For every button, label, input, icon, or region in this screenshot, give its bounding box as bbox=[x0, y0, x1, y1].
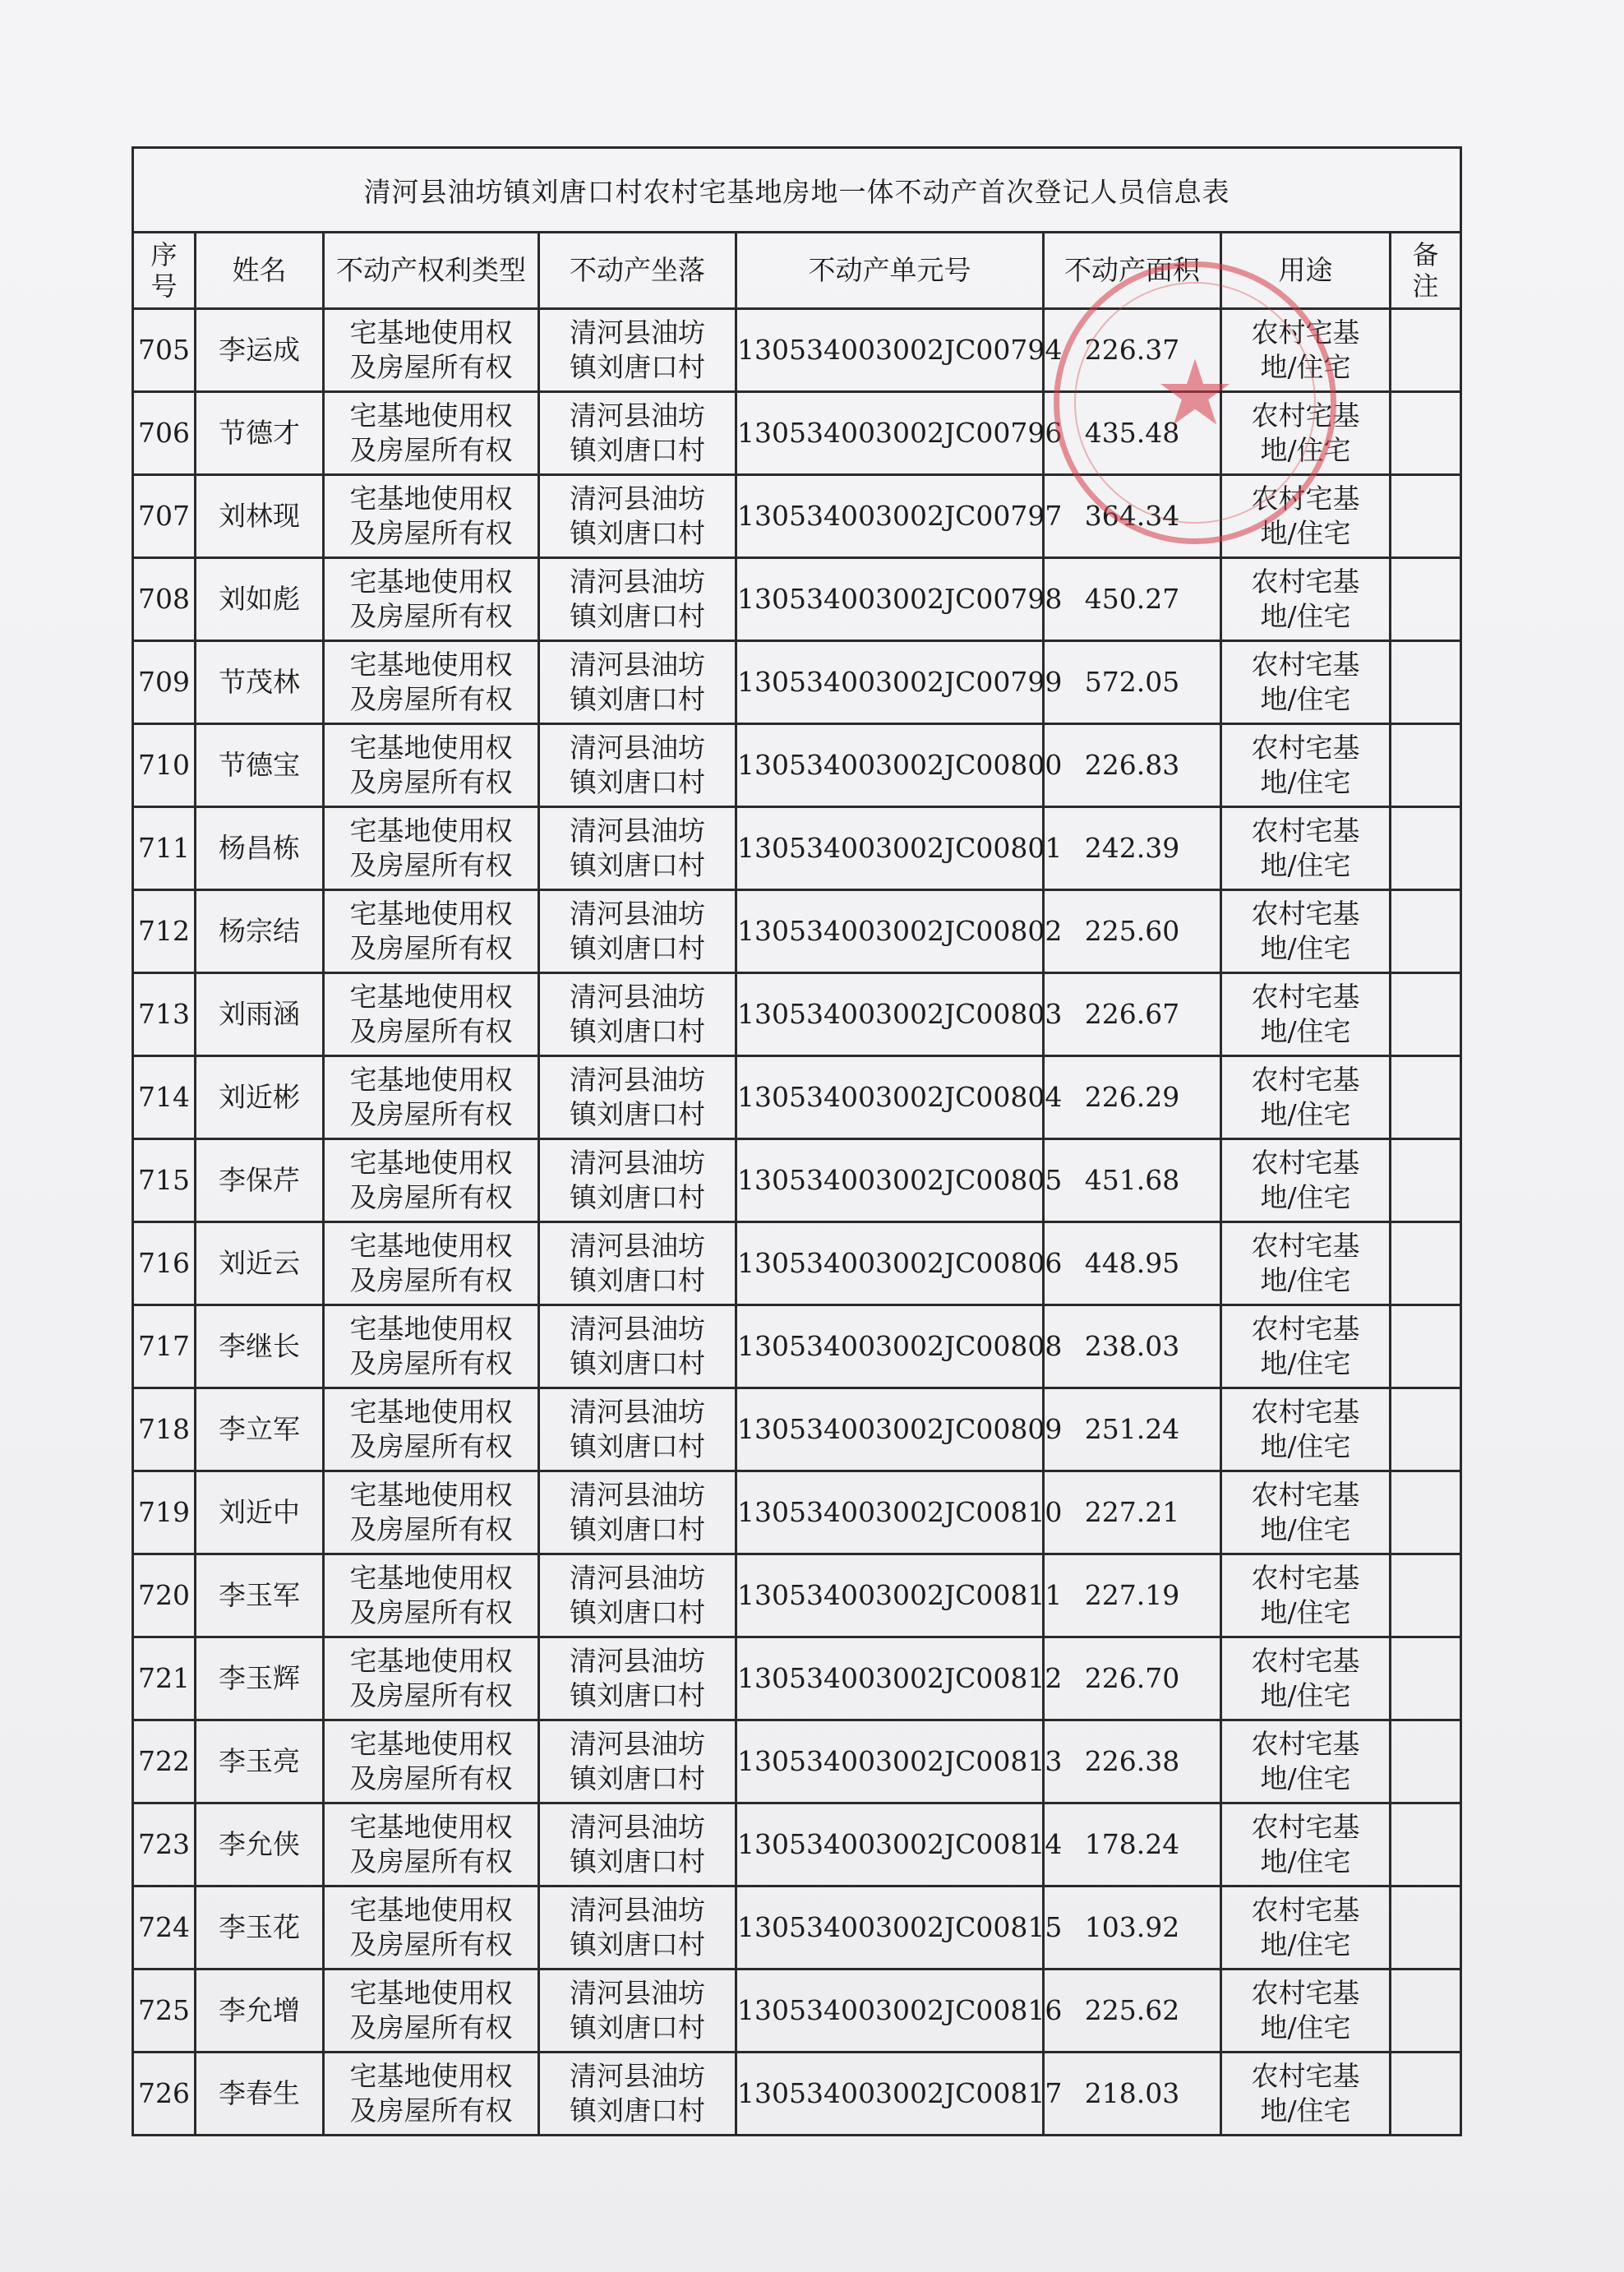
location-cell: 清河县油坊镇刘唐口村 bbox=[539, 1886, 736, 1970]
location-cell: 清河县油坊镇刘唐口村 bbox=[539, 1471, 736, 1554]
remarks-cell bbox=[1391, 1970, 1461, 2053]
location-cell: 清河县油坊镇刘唐口村 bbox=[539, 475, 736, 558]
right-type-cell: 宅基地使用权及房屋所有权 bbox=[324, 1720, 539, 1803]
area-cell: 242.39 bbox=[1044, 807, 1221, 890]
area-cell: 225.60 bbox=[1044, 890, 1221, 973]
table-row bbox=[133, 1554, 1461, 1637]
area-cell: 251.24 bbox=[1044, 1388, 1221, 1471]
remarks-cell bbox=[1391, 1554, 1461, 1637]
name-cell: 李玉花 bbox=[196, 1886, 324, 1970]
remarks-cell bbox=[1391, 724, 1461, 807]
remarks-cell bbox=[1391, 973, 1461, 1056]
table-row bbox=[133, 392, 1461, 475]
right-type-cell: 宅基地使用权及房屋所有权 bbox=[324, 973, 539, 1056]
area-cell: 435.48 bbox=[1044, 392, 1221, 475]
col-seq-header: 序号 bbox=[133, 233, 196, 309]
right-type-cell: 宅基地使用权及房屋所有权 bbox=[324, 1471, 539, 1554]
remarks-cell bbox=[1391, 1305, 1461, 1388]
remarks-cell bbox=[1391, 392, 1461, 475]
table-row bbox=[133, 1388, 1461, 1471]
name-cell: 李玉辉 bbox=[196, 1637, 324, 1720]
remarks-cell bbox=[1391, 890, 1461, 973]
remarks-cell bbox=[1391, 1139, 1461, 1222]
area-cell: 226.29 bbox=[1044, 1056, 1221, 1139]
remarks-cell bbox=[1391, 1471, 1461, 1554]
right-type-cell: 宅基地使用权及房屋所有权 bbox=[324, 724, 539, 807]
remarks-cell bbox=[1391, 2053, 1461, 2136]
area-cell: 218.03 bbox=[1044, 2053, 1221, 2136]
location-cell: 清河县油坊镇刘唐口村 bbox=[539, 1637, 736, 1720]
location-cell: 清河县油坊镇刘唐口村 bbox=[539, 807, 736, 890]
seq-cell: 719 bbox=[133, 1471, 196, 1554]
area-cell: 227.21 bbox=[1044, 1471, 1221, 1554]
area-cell: 226.37 bbox=[1044, 309, 1221, 392]
use-cell: 农村宅基地/住宅 bbox=[1221, 475, 1391, 558]
location-cell: 清河县油坊镇刘唐口村 bbox=[539, 1139, 736, 1222]
area-cell: 364.34 bbox=[1044, 475, 1221, 558]
right-type-cell: 宅基地使用权及房屋所有权 bbox=[324, 1305, 539, 1388]
area-cell: 226.83 bbox=[1044, 724, 1221, 807]
use-cell: 农村宅基地/住宅 bbox=[1221, 1720, 1391, 1803]
unit-number-cell: 130534003002JC00809 bbox=[736, 1388, 1044, 1471]
star-icon: ★ bbox=[1154, 340, 1236, 446]
use-cell: 农村宅基地/住宅 bbox=[1221, 1886, 1391, 1970]
right-type-cell: 宅基地使用权及房屋所有权 bbox=[324, 558, 539, 641]
right-type-cell: 宅基地使用权及房屋所有权 bbox=[324, 1139, 539, 1222]
table-row bbox=[133, 807, 1461, 890]
location-cell: 清河县油坊镇刘唐口村 bbox=[539, 392, 736, 475]
right-type-cell: 宅基地使用权及房屋所有权 bbox=[324, 1970, 539, 2053]
seq-cell: 725 bbox=[133, 1970, 196, 2053]
use-cell: 农村宅基地/住宅 bbox=[1221, 1056, 1391, 1139]
name-cell: 节茂林 bbox=[196, 641, 324, 724]
seq-cell: 708 bbox=[133, 558, 196, 641]
use-cell: 农村宅基地/住宅 bbox=[1221, 807, 1391, 890]
area-cell: 226.67 bbox=[1044, 973, 1221, 1056]
unit-number-cell: 130534003002JC00811 bbox=[736, 1554, 1044, 1637]
use-cell: 农村宅基地/住宅 bbox=[1221, 724, 1391, 807]
seq-cell: 721 bbox=[133, 1637, 196, 1720]
area-cell: 178.24 bbox=[1044, 1803, 1221, 1886]
right-type-cell: 宅基地使用权及房屋所有权 bbox=[324, 890, 539, 973]
location-cell: 清河县油坊镇刘唐口村 bbox=[539, 973, 736, 1056]
name-cell: 李保芹 bbox=[196, 1139, 324, 1222]
right-type-cell: 宅基地使用权及房屋所有权 bbox=[324, 309, 539, 392]
registration-table bbox=[131, 146, 1462, 2136]
name-cell: 李继长 bbox=[196, 1305, 324, 1388]
unit-number-cell: 130534003002JC00806 bbox=[736, 1222, 1044, 1305]
unit-number-cell: 130534003002JC00816 bbox=[736, 1970, 1044, 2053]
seq-cell: 723 bbox=[133, 1803, 196, 1886]
location-cell: 清河县油坊镇刘唐口村 bbox=[539, 1222, 736, 1305]
remarks-cell bbox=[1391, 309, 1461, 392]
unit-number-cell: 130534003002JC00812 bbox=[736, 1637, 1044, 1720]
name-cell: 刘雨涵 bbox=[196, 973, 324, 1056]
right-type-cell: 宅基地使用权及房屋所有权 bbox=[324, 392, 539, 475]
name-cell: 杨昌栋 bbox=[196, 807, 324, 890]
use-cell: 农村宅基地/住宅 bbox=[1221, 2053, 1391, 2136]
table-row bbox=[133, 475, 1461, 558]
remarks-cell bbox=[1391, 1720, 1461, 1803]
seq-cell: 722 bbox=[133, 1720, 196, 1803]
use-cell: 农村宅基地/住宅 bbox=[1221, 1970, 1391, 2053]
location-cell: 清河县油坊镇刘唐口村 bbox=[539, 1970, 736, 2053]
table-row bbox=[133, 973, 1461, 1056]
right-type-cell: 宅基地使用权及房屋所有权 bbox=[324, 1056, 539, 1139]
use-cell: 农村宅基地/住宅 bbox=[1221, 1471, 1391, 1554]
use-cell: 农村宅基地/住宅 bbox=[1221, 558, 1391, 641]
use-cell: 农村宅基地/住宅 bbox=[1221, 1139, 1391, 1222]
seq-cell: 710 bbox=[133, 724, 196, 807]
area-cell: 451.68 bbox=[1044, 1139, 1221, 1222]
col-name-header: 姓名 bbox=[196, 233, 324, 309]
table-row bbox=[133, 641, 1461, 724]
location-cell: 清河县油坊镇刘唐口村 bbox=[539, 1803, 736, 1886]
unit-number-cell: 130534003002JC00798 bbox=[736, 558, 1044, 641]
table-row bbox=[133, 890, 1461, 973]
col-unit-number-header: 不动产单元号 bbox=[736, 233, 1044, 309]
area-cell: 227.19 bbox=[1044, 1554, 1221, 1637]
seq-cell: 724 bbox=[133, 1886, 196, 1970]
name-cell: 杨宗结 bbox=[196, 890, 324, 973]
table-title: 清河县油坊镇刘唐口村农村宅基地房地一体不动产首次登记人员信息表 bbox=[133, 148, 1461, 233]
remarks-cell bbox=[1391, 1886, 1461, 1970]
unit-number-cell: 130534003002JC00801 bbox=[736, 807, 1044, 890]
unit-number-cell: 130534003002JC00804 bbox=[736, 1056, 1044, 1139]
use-cell: 农村宅基地/住宅 bbox=[1221, 1803, 1391, 1886]
area-cell: 238.03 bbox=[1044, 1305, 1221, 1388]
name-cell: 刘近彬 bbox=[196, 1056, 324, 1139]
seq-cell: 720 bbox=[133, 1554, 196, 1637]
area-cell: 450.27 bbox=[1044, 558, 1221, 641]
table-row bbox=[133, 1056, 1461, 1139]
table-row bbox=[133, 1720, 1461, 1803]
table-row bbox=[133, 1222, 1461, 1305]
use-cell: 农村宅基地/住宅 bbox=[1221, 973, 1391, 1056]
location-cell: 清河县油坊镇刘唐口村 bbox=[539, 558, 736, 641]
name-cell: 刘近云 bbox=[196, 1222, 324, 1305]
seq-cell: 709 bbox=[133, 641, 196, 724]
name-cell: 节德才 bbox=[196, 392, 324, 475]
table-row bbox=[133, 1471, 1461, 1554]
seq-cell: 706 bbox=[133, 392, 196, 475]
remarks-cell bbox=[1391, 807, 1461, 890]
location-cell: 清河县油坊镇刘唐口村 bbox=[539, 1720, 736, 1803]
right-type-cell: 宅基地使用权及房屋所有权 bbox=[324, 1388, 539, 1471]
use-cell: 农村宅基地/住宅 bbox=[1221, 1637, 1391, 1720]
unit-number-cell: 130534003002JC00808 bbox=[736, 1305, 1044, 1388]
unit-number-cell: 130534003002JC00814 bbox=[736, 1803, 1044, 1886]
table-row bbox=[133, 1886, 1461, 1970]
name-cell: 刘近中 bbox=[196, 1471, 324, 1554]
right-type-cell: 宅基地使用权及房屋所有权 bbox=[324, 807, 539, 890]
table-row bbox=[133, 2053, 1461, 2136]
use-cell: 农村宅基地/住宅 bbox=[1221, 392, 1391, 475]
area-cell: 225.62 bbox=[1044, 1970, 1221, 2053]
right-type-cell: 宅基地使用权及房屋所有权 bbox=[324, 475, 539, 558]
seq-cell: 715 bbox=[133, 1139, 196, 1222]
seq-cell: 712 bbox=[133, 890, 196, 973]
use-cell: 农村宅基地/住宅 bbox=[1221, 309, 1391, 392]
unit-number-cell: 130534003002JC00810 bbox=[736, 1471, 1044, 1554]
right-type-cell: 宅基地使用权及房屋所有权 bbox=[324, 1803, 539, 1886]
col-use-header: 用途 bbox=[1221, 233, 1391, 309]
table-row bbox=[133, 724, 1461, 807]
col-right-type-header: 不动产权利类型 bbox=[324, 233, 539, 309]
unit-number-cell: 130534003002JC00805 bbox=[736, 1139, 1044, 1222]
unit-number-cell: 130534003002JC00813 bbox=[736, 1720, 1044, 1803]
unit-number-cell: 130534003002JC00794 bbox=[736, 309, 1044, 392]
unit-number-cell: 130534003002JC00817 bbox=[736, 2053, 1044, 2136]
table-row bbox=[133, 309, 1461, 392]
location-cell: 清河县油坊镇刘唐口村 bbox=[539, 641, 736, 724]
right-type-cell: 宅基地使用权及房屋所有权 bbox=[324, 1637, 539, 1720]
seq-cell: 707 bbox=[133, 475, 196, 558]
table-row bbox=[133, 1970, 1461, 2053]
name-cell: 李春生 bbox=[196, 2053, 324, 2136]
right-type-cell: 宅基地使用权及房屋所有权 bbox=[324, 1886, 539, 1970]
location-cell: 清河县油坊镇刘唐口村 bbox=[539, 2053, 736, 2136]
right-type-cell: 宅基地使用权及房屋所有权 bbox=[324, 641, 539, 724]
unit-number-cell: 130534003002JC00800 bbox=[736, 724, 1044, 807]
table-row bbox=[133, 558, 1461, 641]
location-cell: 清河县油坊镇刘唐口村 bbox=[539, 724, 736, 807]
unit-number-cell: 130534003002JC00803 bbox=[736, 973, 1044, 1056]
name-cell: 李允侠 bbox=[196, 1803, 324, 1886]
area-cell: 448.95 bbox=[1044, 1222, 1221, 1305]
name-cell: 李玉军 bbox=[196, 1554, 324, 1637]
seq-cell: 713 bbox=[133, 973, 196, 1056]
col-remarks-header: 备注 bbox=[1391, 233, 1461, 309]
unit-number-cell: 130534003002JC00815 bbox=[736, 1886, 1044, 1970]
table-row bbox=[133, 1305, 1461, 1388]
seq-cell: 718 bbox=[133, 1388, 196, 1471]
area-cell: 226.70 bbox=[1044, 1637, 1221, 1720]
use-cell: 农村宅基地/住宅 bbox=[1221, 890, 1391, 973]
location-cell: 清河县油坊镇刘唐口村 bbox=[539, 309, 736, 392]
table-row bbox=[133, 1637, 1461, 1720]
area-cell: 572.05 bbox=[1044, 641, 1221, 724]
remarks-cell bbox=[1391, 1637, 1461, 1720]
area-cell: 226.38 bbox=[1044, 1720, 1221, 1803]
name-cell: 李运成 bbox=[196, 309, 324, 392]
use-cell: 农村宅基地/住宅 bbox=[1221, 1388, 1391, 1471]
table-row bbox=[133, 1139, 1461, 1222]
remarks-cell bbox=[1391, 1222, 1461, 1305]
seq-cell: 711 bbox=[133, 807, 196, 890]
seq-cell: 705 bbox=[133, 309, 196, 392]
location-cell: 清河县油坊镇刘唐口村 bbox=[539, 890, 736, 973]
right-type-cell: 宅基地使用权及房屋所有权 bbox=[324, 1222, 539, 1305]
col-location-header: 不动产坐落 bbox=[539, 233, 736, 309]
name-cell: 李立军 bbox=[196, 1388, 324, 1471]
location-cell: 清河县油坊镇刘唐口村 bbox=[539, 1388, 736, 1471]
right-type-cell: 宅基地使用权及房屋所有权 bbox=[324, 1554, 539, 1637]
name-cell: 节德宝 bbox=[196, 724, 324, 807]
use-cell: 农村宅基地/住宅 bbox=[1221, 1554, 1391, 1637]
remarks-cell bbox=[1391, 1803, 1461, 1886]
unit-number-cell: 130534003002JC00802 bbox=[736, 890, 1044, 973]
seq-cell: 714 bbox=[133, 1056, 196, 1139]
unit-number-cell: 130534003002JC00797 bbox=[736, 475, 1044, 558]
remarks-cell bbox=[1391, 641, 1461, 724]
remarks-cell bbox=[1391, 558, 1461, 641]
name-cell: 李允增 bbox=[196, 1970, 324, 2053]
col-area-header: 不动产面积 bbox=[1044, 233, 1221, 309]
seq-cell: 716 bbox=[133, 1222, 196, 1305]
name-cell: 刘林现 bbox=[196, 475, 324, 558]
area-cell: 103.92 bbox=[1044, 1886, 1221, 1970]
header-row bbox=[133, 233, 1461, 309]
remarks-cell bbox=[1391, 475, 1461, 558]
location-cell: 清河县油坊镇刘唐口村 bbox=[539, 1554, 736, 1637]
remarks-cell bbox=[1391, 1056, 1461, 1139]
seq-cell: 717 bbox=[133, 1305, 196, 1388]
seq-cell: 726 bbox=[133, 2053, 196, 2136]
table-row bbox=[133, 1803, 1461, 1886]
unit-number-cell: 130534003002JC00799 bbox=[736, 641, 1044, 724]
name-cell: 李玉亮 bbox=[196, 1720, 324, 1803]
use-cell: 农村宅基地/住宅 bbox=[1221, 641, 1391, 724]
use-cell: 农村宅基地/住宅 bbox=[1221, 1305, 1391, 1388]
remarks-cell bbox=[1391, 1388, 1461, 1471]
unit-number-cell: 130534003002JC00796 bbox=[736, 392, 1044, 475]
right-type-cell: 宅基地使用权及房屋所有权 bbox=[324, 2053, 539, 2136]
use-cell: 农村宅基地/住宅 bbox=[1221, 1222, 1391, 1305]
location-cell: 清河县油坊镇刘唐口村 bbox=[539, 1305, 736, 1388]
name-cell: 刘如彪 bbox=[196, 558, 324, 641]
location-cell: 清河县油坊镇刘唐口村 bbox=[539, 1056, 736, 1139]
